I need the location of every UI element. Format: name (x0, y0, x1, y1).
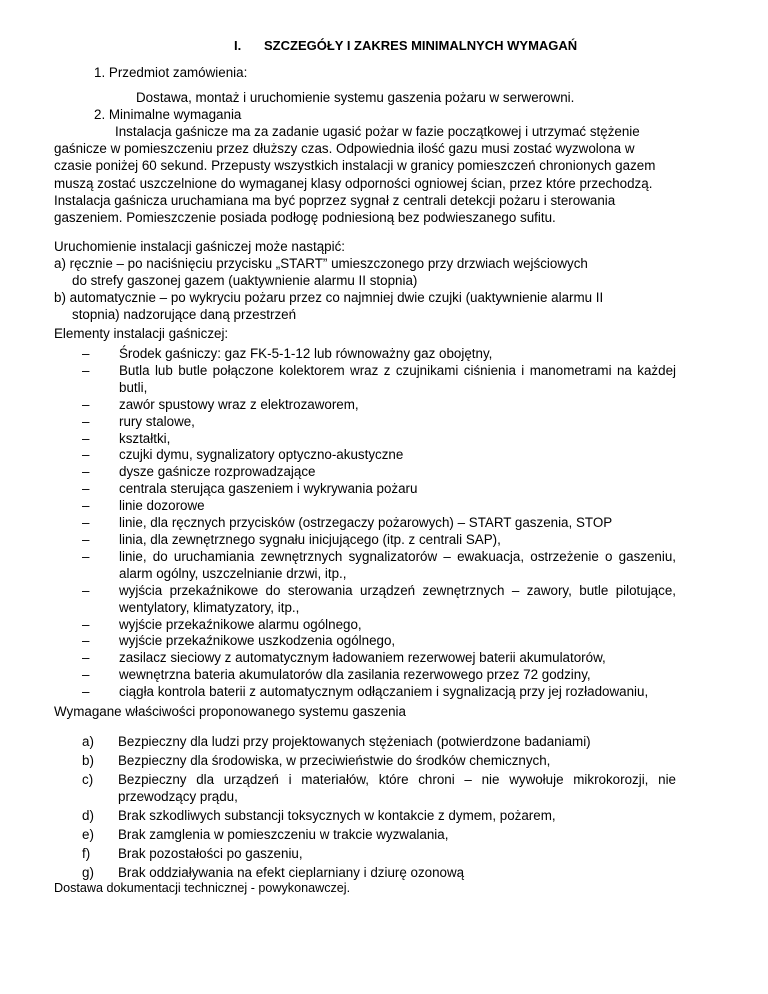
section-title: SZCZEGÓŁY I ZAKRES MINIMALNYCH WYMAGAŃ (264, 38, 578, 53)
list-item: – zawór spustowy wraz z elektrozaworem, (82, 397, 676, 414)
list-marker: b) (82, 753, 94, 768)
list-item: – dysze gaśnicze rozprowadzające (82, 464, 676, 481)
list-item (82, 771, 676, 805)
properties-list (82, 733, 676, 883)
section2-label: 2. Minimalne wymagania (94, 107, 242, 122)
list-marker: g) (82, 865, 94, 880)
list-item (82, 752, 676, 769)
list-item: – wyjścia przekaźnikowe do sterowania urządzeń zewnętrznych – zawory, butle pilotujące, wentylatory, klimatyzatory, itp., (82, 583, 676, 617)
list-item (82, 807, 676, 824)
list-item-text: Bezpieczny dla ludzi przy projektowanych stężeniach (potwierdzone badaniami) (118, 734, 591, 749)
list-item-text: Brak oddziaływania na efekt cieplarniany i dziurę ozonową (118, 865, 465, 880)
list-item: – czujki dymu, sygnalizatory optyczno-akustyczne (82, 447, 676, 464)
elements-title: Elementy instalacji gaśniczej: (54, 326, 229, 341)
list-item (82, 826, 676, 843)
list-marker: e) (82, 827, 94, 842)
list-item: – kształtki, (82, 431, 676, 448)
list-item (82, 864, 676, 881)
list-item-text: Brak pozostałości po gaszeniu, (118, 846, 303, 861)
activation-intro: Uruchomienie instalacji gaśniczej może nastąpić: (54, 239, 346, 254)
list-item: – zasilacz sieciowy z automatycznym ładowaniem rezerwowej baterii akumulatorów, (82, 650, 676, 667)
activation-b-line1: b) automatycznie – po wykryciu pożaru przez co najmniej dwie czujki (uaktywnienie alarmu II (54, 290, 604, 305)
activation-b-line2: stopnia) nadzorujące daną przestrzeń (72, 307, 297, 322)
list-item (82, 733, 676, 750)
page-title (234, 38, 577, 53)
list-marker: d) (82, 808, 94, 823)
requirements-paragraph: Instalacja gaśnicze ma za zadanie ugasić pożar w fazie początkowej i utrzymać stężenie gaśnicze w pomieszczeniu przez dłuższy czas. Odpowiednia ilość gazu musi zostać wyzwolona w czasie poniżej 60 sekund. Przepusty wszystkich instalacji w granicy pomieszczeń chronionych gazem muszą zostać uszczelnione do wymaganej klasy odporności ogniowej ścian, przez które przechodzą. Instalacja gaśnicza uruchamiana ma być poprzez sygnał z centrali detekcji pożaru i sterowania gaszeniem. Pomieszczenie posiada podłogę podniesioną bez podwieszanego sufitu. (54, 124, 656, 226)
list-item: – linia, dla zewnętrznego sygnału inicjującego (itp. z centrali SAP), (82, 532, 676, 549)
elements-list (82, 346, 676, 701)
list-marker: c) (82, 772, 94, 787)
list-item: – linie dozorowe (82, 498, 676, 515)
list-item: – wewnętrzna bateria akumulatorów dla zasilania rezerwowego przez 72 godziny, (82, 667, 676, 684)
list-item: – Środek gaśniczy: gaz FK-5-1-12 lub równoważny gaz obojętny, (82, 346, 676, 363)
list-item: – wyjście przekaźnikowe alarmu ogólnego, (82, 617, 676, 634)
list-item: – linie, dla ręcznych przycisków (ostrzegaczy pożarowych) – START gaszenia, STOP (82, 515, 676, 532)
section-number: I. (234, 38, 242, 53)
list-item-text: Brak szkodliwych substancji toksycznych w kontakcie z dymem, pożarem, (118, 808, 556, 823)
list-item: – wyjście przekaźnikowe uszkodzenia ogólnego, (82, 633, 676, 650)
list-item-text: Brak zamglenia w pomieszczeniu w trakcie wyzwalania, (118, 827, 449, 842)
list-marker: a) (82, 734, 94, 749)
list-item: – rury stalowe, (82, 414, 676, 431)
footer-note: Dostawa dokumentacji technicznej - powykonawczej. (54, 881, 351, 895)
properties-title: Wymagane właściwości proponowanego systemu gaszenia (54, 704, 406, 719)
list-item: – linie, do uruchamiania zewnętrznych sygnalizatorów – ewakuacja, ostrzeżenie o gaszeniu, alarm ogólny, uszczelnianie drzwi, itp., (82, 549, 676, 583)
list-item: – Butla lub butle połączone kolektorem wraz z czujnikami ciśnienia i manometrami na każdej butli, (82, 363, 676, 397)
activation-a-line2: do strefy gaszonej gazem (uaktywnienie alarmu II stopnia) (72, 273, 418, 288)
list-item: – centrala sterująca gaszeniem i wykrywania pożaru (82, 481, 676, 498)
list-item (82, 845, 676, 862)
list-item-text: Bezpieczny dla urządzeń i materiałów, które chroni – nie wywołuje mikrokorozji, nie przewodzący prądu, (118, 772, 676, 804)
section1-text: Dostawa, montaż i uruchomienie systemu gaszenia pożaru w serwerowni. (136, 90, 575, 105)
list-item-text: Bezpieczny dla środowiska, w przeciwieństwie do środków chemicznych, (118, 753, 551, 768)
list-marker: f) (82, 846, 91, 861)
list-item: – ciągła kontrola baterii z automatycznym odłączaniem i sygnalizacją przy jej rozładowaniu, (82, 684, 676, 701)
activation-a-line1: a) ręcznie – po naciśnięciu przycisku „START” umieszczonego przy drzwiach wejściowych (54, 256, 588, 271)
section1-label: 1. Przedmiot zamówienia: (94, 65, 248, 80)
